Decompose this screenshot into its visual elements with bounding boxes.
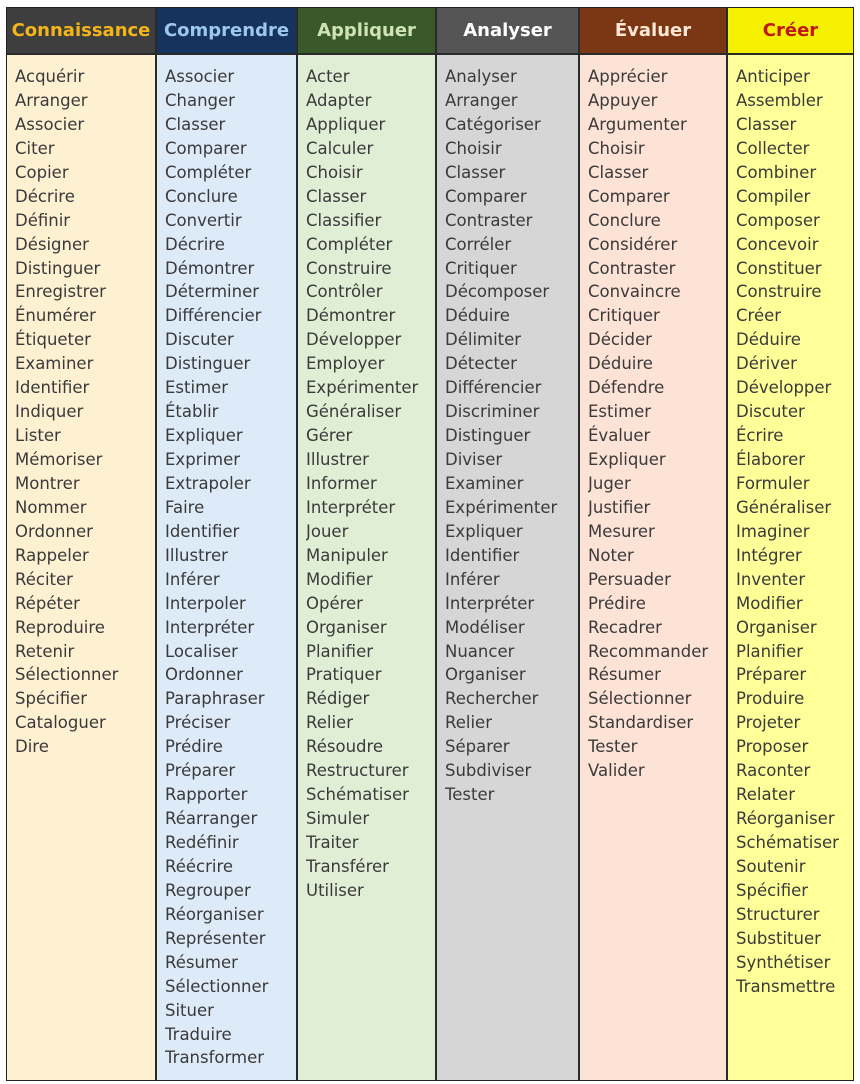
verb-item: Juger	[588, 473, 631, 493]
verb-item: Définir	[15, 210, 71, 230]
verb-item: Projeter	[736, 713, 801, 733]
column-body-appliquer	[298, 55, 435, 1080]
verb-item: Expérimenter	[445, 497, 558, 517]
verb-item: Distinguer	[165, 354, 251, 374]
column-comprendre	[157, 8, 298, 1080]
verb-item: Décomposer	[445, 282, 550, 302]
verb-item: Organiser	[445, 665, 526, 685]
verb-item: Illustrer	[165, 545, 228, 565]
verb-item: Adapter	[306, 90, 372, 110]
verb-item: Identifier	[15, 378, 90, 398]
verb-item: Dire	[15, 737, 49, 757]
verb-item: Inventer	[736, 569, 806, 589]
verb-item: Réorganiser	[736, 809, 835, 829]
verb-item: Assembler	[736, 90, 823, 110]
verb-item: Informer	[306, 473, 377, 493]
verb-item: Transformer	[165, 1048, 265, 1068]
verb-item: Traiter	[306, 833, 359, 852]
verb-item: Démontrer	[165, 258, 255, 278]
verb-item: Acquérir	[15, 67, 85, 86]
verb-item: Transmettre	[736, 976, 836, 996]
verb-item: Interpréter	[165, 617, 255, 637]
verb-item: Illustrer	[306, 450, 369, 469]
verb-item: Classer	[306, 186, 367, 206]
verb-item: Démontrer	[306, 306, 396, 326]
column-header-appliquer: Appliquer	[298, 8, 435, 55]
verb-item: Synthétiser	[736, 952, 831, 972]
verb-item: Compléter	[165, 162, 252, 182]
verb-item: Élaborer	[736, 450, 806, 469]
verb-item: Contraster	[445, 210, 533, 230]
verb-item: Inférer	[445, 569, 500, 589]
verb-item: Schématiser	[736, 833, 839, 852]
verb-item: Réarranger	[165, 809, 258, 829]
verb-item: Substituer	[736, 928, 821, 948]
verb-item: Regrouper	[165, 880, 251, 900]
verb-item: Créer	[736, 306, 782, 326]
verb-item: Inférer	[165, 569, 220, 589]
column-header-analyser: Analyser	[437, 8, 578, 55]
verb-item: Préparer	[165, 761, 236, 781]
verb-item: Séparer	[445, 737, 510, 757]
verb-item: Acter	[306, 67, 350, 86]
verb-item: Modifier	[306, 569, 373, 589]
verb-item: Comparer	[165, 138, 247, 158]
verb-item: Détecter	[445, 354, 517, 374]
verb-item: Déterminer	[165, 282, 260, 302]
column-evaluer	[580, 8, 728, 1080]
verb-item: Sélectionner	[165, 976, 269, 996]
verb-item: Valider	[588, 761, 645, 781]
verb-item: Conclure	[588, 210, 661, 230]
verb-item: Préparer	[736, 665, 807, 685]
verb-item: Faire	[165, 497, 205, 517]
verb-item: Exprimer	[165, 450, 241, 469]
verb-item: Désigner	[15, 234, 89, 254]
verb-item: Développer	[306, 330, 402, 350]
verb-item: Différencier	[165, 306, 262, 326]
verb-item: Estimer	[588, 402, 652, 422]
verb-item: Dériver	[736, 354, 797, 374]
verb-item: Compléter	[306, 234, 393, 254]
verb-item: Transférer	[306, 856, 389, 876]
verb-item: Prédire	[165, 737, 223, 757]
verb-item: Critiquer	[445, 258, 517, 278]
verb-item: Classifier	[306, 210, 382, 230]
verb-item: Interpoler	[165, 593, 246, 613]
verb-item: Justifier	[588, 497, 651, 517]
verb-item: Conclure	[165, 186, 238, 206]
verb-item: Localiser	[165, 641, 238, 661]
verb-item: Discuter	[165, 330, 234, 350]
verb-item: Traduire	[165, 1024, 232, 1044]
verb-item: Paraphraser	[165, 689, 265, 709]
verb-item: Organiser	[736, 617, 817, 637]
verb-item: Expérimenter	[306, 378, 419, 398]
verb-item: Nommer	[15, 497, 87, 517]
verb-item: Calculer	[306, 138, 374, 158]
verb-item: Situer	[165, 1000, 214, 1020]
verb-item: Intégrer	[736, 545, 802, 565]
verb-item: Choisir	[588, 138, 645, 158]
verb-item: Résumer	[165, 952, 238, 972]
verb-item: Construire	[306, 258, 392, 278]
verb-item: Représenter	[165, 928, 266, 948]
verb-item: Proposer	[736, 737, 809, 757]
verb-item: Standardiser	[588, 713, 694, 733]
verb-item: Mesurer	[588, 521, 655, 541]
verb-item: Sélectionner	[15, 665, 119, 685]
verb-item: Corréler	[445, 234, 512, 254]
verb-item: Relier	[445, 713, 492, 733]
verb-item: Distinguer	[445, 426, 531, 446]
verb-item: Arranger	[445, 90, 518, 110]
verb-item: Discriminer	[445, 402, 540, 422]
verb-item: Examiner	[15, 354, 94, 374]
column-body-analyser	[437, 55, 578, 1080]
verb-item: Nuancer	[445, 641, 515, 661]
verb-item: Indiquer	[15, 402, 84, 422]
verb-item: Déduire	[445, 306, 510, 326]
verb-item: Reproduire	[15, 617, 105, 637]
verb-item: Jouer	[306, 521, 349, 541]
column-header-connaissance: Connaissance	[7, 8, 155, 55]
verb-item: Retenir	[15, 641, 75, 661]
verb-item: Appuyer	[588, 90, 658, 110]
verb-item: Modifier	[736, 593, 803, 613]
verb-item: Recommander	[588, 641, 709, 661]
verb-item: Utiliser	[306, 880, 364, 900]
verb-item: Soutenir	[736, 856, 806, 876]
verb-item: Gérer	[306, 426, 353, 446]
verb-item: Classer	[165, 114, 226, 134]
verb-table	[6, 7, 854, 1081]
verb-item: Évaluer	[588, 426, 651, 446]
verb-item: Réciter	[15, 569, 73, 589]
verb-item: Répéter	[15, 593, 80, 613]
verb-item: Redéfinir	[165, 833, 239, 852]
verb-item: Expliquer	[165, 426, 243, 446]
verb-item: Déduire	[736, 330, 801, 350]
verb-item: Copier	[15, 162, 69, 182]
verb-item: Analyser	[445, 67, 517, 86]
verb-item: Tester	[588, 737, 638, 757]
verb-item: Enregistrer	[15, 282, 106, 302]
verb-item: Déduire	[588, 354, 653, 374]
verb-item: Cataloguer	[15, 713, 106, 733]
verb-item: Planifier	[306, 641, 374, 661]
verb-item: Constituer	[736, 258, 822, 278]
verb-item: Comparer	[445, 186, 527, 206]
verb-item: Associer	[15, 114, 85, 134]
column-header-creer: Créer	[728, 8, 853, 55]
verb-item: Ordonner	[165, 665, 243, 685]
verb-item: Prédire	[588, 593, 646, 613]
column-header-evaluer: Évaluer	[580, 8, 726, 55]
verb-item: Apprécier	[588, 67, 668, 86]
verb-item: Comparer	[588, 186, 670, 206]
verb-item: Choisir	[306, 162, 363, 182]
verb-item: Imaginer	[736, 521, 810, 541]
verb-item: Restructurer	[306, 761, 409, 781]
column-analyser	[437, 8, 580, 1080]
verb-item: Persuader	[588, 569, 671, 589]
verb-item: Spécifier	[15, 689, 88, 709]
verb-item: Spécifier	[736, 880, 809, 900]
verb-item: Rapporter	[165, 785, 248, 805]
verb-item: Rédiger	[306, 689, 370, 709]
verb-item: Contraster	[588, 258, 676, 278]
verb-item: Manipuler	[306, 545, 388, 565]
column-creer	[728, 8, 853, 1080]
verb-item: Décider	[588, 330, 652, 350]
verb-item: Catégoriser	[445, 114, 541, 134]
verb-item: Réorganiser	[165, 904, 264, 924]
verb-item: Délimiter	[445, 330, 522, 350]
verb-item: Interpréter	[306, 497, 396, 517]
column-body-comprendre	[157, 55, 296, 1080]
verb-item: Subdiviser	[445, 761, 532, 781]
verb-item: Généraliser	[306, 402, 402, 422]
verb-item: Arranger	[15, 90, 88, 110]
verb-item: Décrire	[165, 234, 225, 254]
verb-item: Anticiper	[736, 67, 810, 86]
verb-item: Modéliser	[445, 617, 525, 637]
verb-item: Recadrer	[588, 617, 662, 637]
verb-item: Convaincre	[588, 282, 681, 302]
verb-item: Énumérer	[15, 306, 96, 326]
verb-item: Identifier	[445, 545, 520, 565]
verb-item: Compiler	[736, 186, 811, 206]
verb-item: Réécrire	[165, 856, 234, 876]
verb-item: Argumenter	[588, 114, 687, 134]
verb-item: Rappeler	[15, 545, 89, 565]
verb-item: Préciser	[165, 713, 231, 733]
verb-item: Ordonner	[15, 521, 93, 541]
verb-item: Relater	[736, 785, 795, 805]
verb-item: Planifier	[736, 641, 804, 661]
verb-item: Composer	[736, 210, 820, 230]
verb-item: Examiner	[445, 473, 524, 493]
verb-item: Opérer	[306, 593, 363, 613]
verb-item: Mémoriser	[15, 450, 103, 469]
verb-item: Citer	[15, 138, 55, 158]
verb-item: Différencier	[445, 378, 542, 398]
verb-item: Expliquer	[588, 450, 666, 469]
verb-item: Sélectionner	[588, 689, 692, 709]
verb-item: Distinguer	[15, 258, 101, 278]
verb-item: Relier	[306, 713, 353, 733]
verb-item: Choisir	[445, 138, 502, 158]
column-connaissance	[7, 8, 157, 1080]
column-body-creer	[728, 55, 853, 1080]
verb-item: Simuler	[306, 809, 370, 829]
verb-item: Considérer	[588, 234, 678, 254]
verb-item: Construire	[736, 282, 822, 302]
verb-item: Employer	[306, 354, 385, 374]
verb-item: Écrire	[736, 426, 784, 446]
column-body-connaissance	[7, 55, 155, 1080]
column-appliquer	[298, 8, 437, 1080]
verb-item: Concevoir	[736, 234, 819, 254]
verb-item: Étiqueter	[15, 330, 91, 350]
verb-item: Formuler	[736, 473, 810, 493]
verb-item: Structurer	[736, 904, 820, 924]
verb-item: Collecter	[736, 138, 810, 158]
verb-item: Noter	[588, 545, 634, 565]
verb-item: Montrer	[15, 473, 80, 493]
verb-item: Convertir	[165, 210, 242, 230]
verb-item: Développer	[736, 378, 832, 398]
verb-item: Classer	[736, 114, 797, 134]
verb-item: Pratiquer	[306, 665, 382, 685]
verb-item: Schématiser	[306, 785, 409, 805]
verb-item: Organiser	[306, 617, 387, 637]
verb-item: Critiquer	[588, 306, 660, 326]
verb-item: Interpréter	[445, 593, 535, 613]
verb-item: Rechercher	[445, 689, 539, 709]
column-header-comprendre: Comprendre	[157, 8, 296, 55]
verb-item: Classer	[588, 162, 649, 182]
verb-item: Diviser	[445, 450, 503, 469]
verb-item: Classer	[445, 162, 506, 182]
verb-item: Défendre	[588, 378, 665, 398]
verb-item: Associer	[165, 67, 235, 86]
verb-item: Expliquer	[445, 521, 523, 541]
verb-item: Résoudre	[306, 737, 384, 757]
verb-item: Produire	[736, 689, 805, 709]
column-body-evaluer	[580, 55, 726, 1080]
verb-item: Changer	[165, 90, 235, 110]
verb-item: Lister	[15, 426, 61, 446]
verb-item: Tester	[445, 785, 495, 805]
verb-item: Contrôler	[306, 282, 383, 302]
verb-item: Appliquer	[306, 114, 386, 134]
verb-item: Généraliser	[736, 497, 832, 517]
verb-item: Résumer	[588, 665, 661, 685]
verb-item: Décrire	[15, 186, 75, 206]
verb-item: Identifier	[165, 521, 240, 541]
verb-item: Raconter	[736, 761, 811, 781]
verb-item: Établir	[165, 402, 219, 422]
verb-item: Discuter	[736, 402, 805, 422]
verb-item: Extrapoler	[165, 473, 251, 493]
verb-item: Estimer	[165, 378, 229, 398]
verb-item: Combiner	[736, 162, 817, 182]
